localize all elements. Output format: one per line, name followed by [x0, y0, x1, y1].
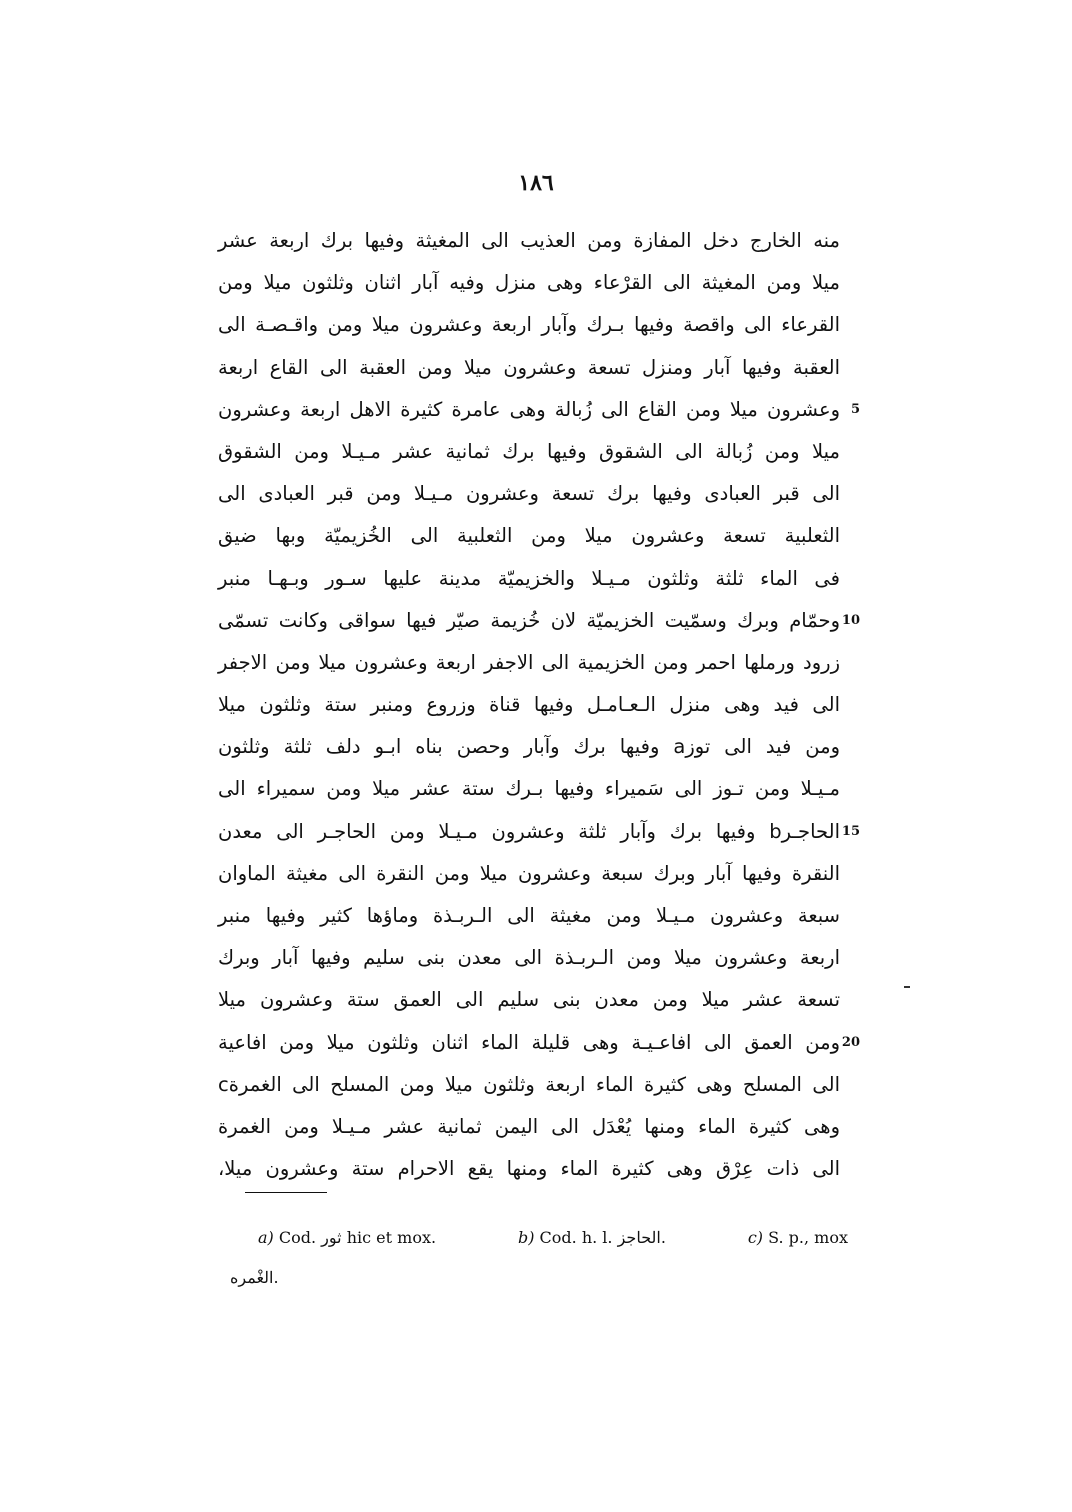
- main-text: [218, 220, 860, 1190]
- text-line: اربعة وعشرون ميلا ومن الـربـذة الى معدن بنى سليم وفيها آبار وبرك: [218, 946, 840, 970]
- text-line: فى الماء ثلثة وثلثون مـيـلا والخزيميّة مدينة عليها سـور وبـهـا منبر: [218, 566, 840, 590]
- text-line: ومن فيد الى توزa وفيها برك وآبار وحصن بناه ابـو دلف ثلثة وثلثون: [218, 735, 841, 759]
- page-number: ١٨٦: [518, 170, 554, 196]
- footnote-row: [258, 1218, 848, 1258]
- text-line: سبعة وعشرون مـيـلا ومن مغيثة الى الـربـذة وماؤها كثير وفيها منبر: [218, 904, 840, 927]
- footnote-continuation: الغْمره.: [230, 1268, 279, 1287]
- line-number: 10: [841, 612, 860, 628]
- text-line: 10 وحمّام وبرك وسمّيت الخزيميّة لان خُزيمة صيّر فيها سواقى وكانت تسمّى: [218, 600, 840, 642]
- text-line: ميلا ومن المغيثة الى القرْعاء وهى منزل وفيه آبار اثنان وثلثون ميلا ومن: [218, 271, 840, 295]
- footnote-c: c) S. p., mox: [747, 1228, 848, 1247]
- text-line: منه الخارج دخل المفازة ومن العذيب الى المغيثة وفيها برك اربعة عشر: [218, 229, 840, 252]
- text-line: الى قبر العبادى وفيها برك تسعة وعشرون مـيـلا ومن قبر العبادى الى: [218, 482, 840, 506]
- text-line: القرعاء الى واقصة وفيها بـرك وآبار اربعة وعشرون ميلا ومن واقـصـة الى: [218, 313, 840, 337]
- line-number: 5: [850, 401, 860, 417]
- text-line: الى فيد وهى منزل الـعـامـل وفيها قناة وزروع ومنبر ستة وثلثون ميلا: [218, 693, 840, 717]
- text-line: وهى كثيرة الماء ومنها يُعْدَل الى اليمن ثمانية عشر مـيـلا ومن الغمرة: [218, 1114, 840, 1138]
- text-line: العقبة وفيها آبار ومنزل تسعة وعشرون ميلا ومن العقبة الى القاع اربعة: [218, 355, 840, 379]
- footnotes: [230, 1218, 848, 1298]
- text-line: النقرة وفيها آبار وبرك سبعة وعشرون ميلا ومن النقرة الى مغيثة الماوان: [218, 861, 840, 885]
- text-line: زرود ورملها احمر ومن الخزيمية الى الاجفر اربعة وعشرون ميلا ومن الاجفر: [218, 650, 840, 674]
- text-line: 15 الحاجـرb وفيها برك وآبار ثلثة وعشرون مـيـلا ومن الحاجـر الى معدن: [218, 811, 840, 853]
- text-line: الثعلبية تسعة وعشرون ميلا ومن الثعلبية الى الخُزيميّة وبها ضيق: [218, 524, 840, 548]
- text-line: الى المسلح وهى كثيرة الماء اربعة وثلثون ميلا ومن المسلح الى الغمرةc: [218, 1072, 840, 1096]
- text-line: الى ذات عِرْق وهى كثيرة الماء ومنها يقع الاحرام ستة وعشرون ميلا،: [218, 1157, 840, 1181]
- text-line: مـيـلا ومن تـوز الى سَميراء وفيها بـرك ستة عشر ميلا ومن سميراء الى: [218, 777, 840, 801]
- margin-mark: [904, 986, 910, 988]
- footnote-a: a) Cod. ثور hic et mox.: [258, 1228, 437, 1247]
- text-line: 5 وعشرون ميلا ومن القاع الى زُبالة وهى عامرة كثيرة الاهل اربعة وعشرون: [218, 389, 840, 431]
- line-number: 15: [841, 823, 860, 839]
- text-line: ميلا ومن زُبالة الى الشقوق وفيها برك ثمانية عشر مـيـلا ومن الشقوق: [218, 439, 840, 463]
- footnote-rule: [245, 1192, 327, 1193]
- text-line: 20 ومن العمق الى افاعـيـة وهى قليلة الماء اثنان وثلثون ميلا ومن افاعية: [218, 1022, 840, 1064]
- line-number: 20: [841, 1034, 860, 1050]
- text-line: تسعة عشر ميلا ومن معدن بنى سليم الى العمق ستة وعشرون ميلا: [218, 988, 840, 1012]
- footnote-b: b) Cod. h. l. الحاجز.: [517, 1228, 666, 1247]
